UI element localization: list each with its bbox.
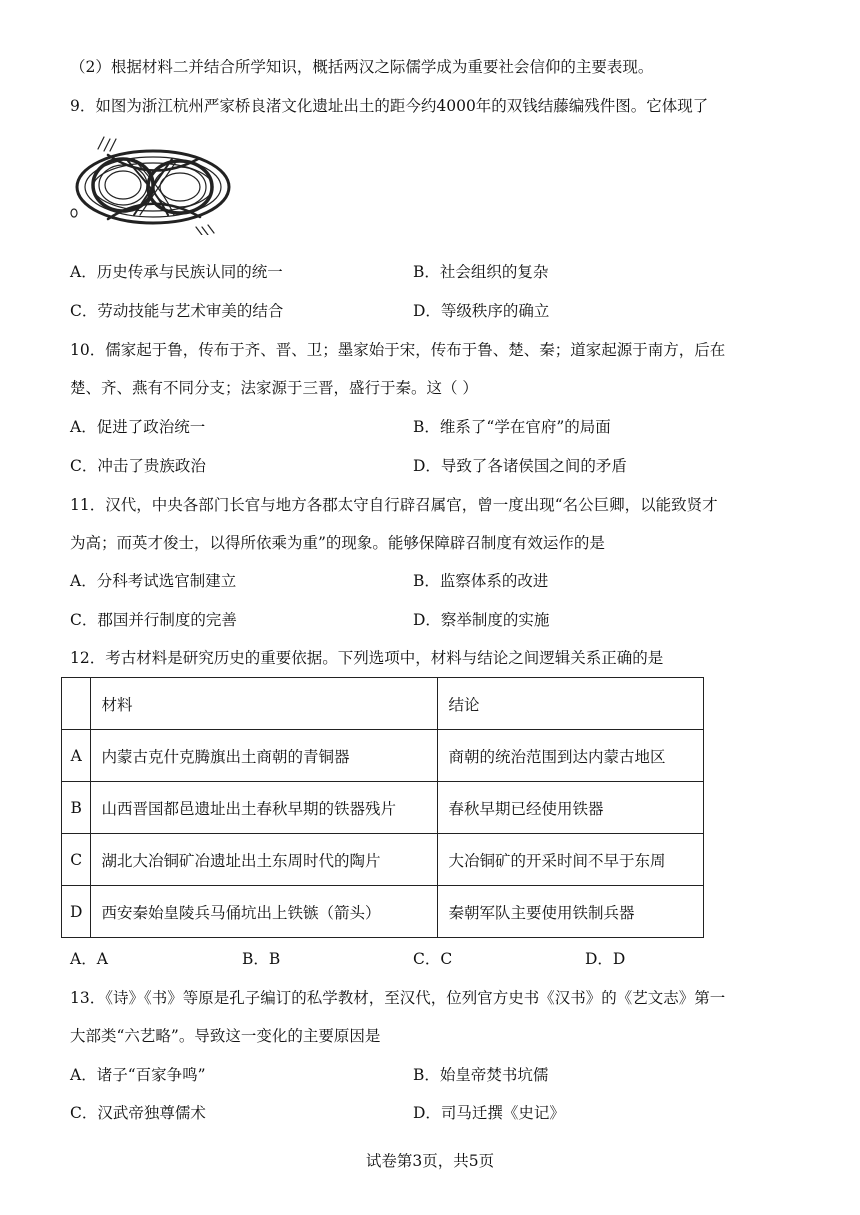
question-12-option-c[interactable]: C．C: [413, 950, 453, 968]
table-cell-conclusion: 秦朝军队主要使用铁制兵器: [438, 886, 704, 938]
table-cell-material: 湖北大冶铜矿冶遗址出土东周时代的陶片: [91, 834, 438, 886]
question-11-stem-line-1: 11．汉代，中央各部门长官与地方各郡太守自行辟召属官，曾一度出现“名公巨卿，以能致贤才: [70, 496, 718, 514]
table-cell-material: 山西晋国都邑遗址出土春秋早期的铁器残片: [91, 782, 438, 834]
question-13-option-b[interactable]: B．始皇帝焚书坑儒: [413, 1066, 549, 1084]
table-row: [62, 730, 704, 782]
question-13-option-c[interactable]: C．汉武帝独尊儒术: [70, 1104, 206, 1122]
question-11-stem-line-2: 为高；而英才俊士，以得所依乘为重”的现象。能够保障辟召制度有效运作的是: [70, 534, 605, 552]
question-13-stem-line-1: 13．《诗》《书》等原是孔子编订的私学教材，至汉代，位列官方史书《汉书》的《艺文志》第一: [70, 989, 726, 1007]
page-footer: 试卷第3页，共5页: [365, 1152, 495, 1170]
question-12-stem: 12．考古材料是研究历史的重要依据。下列选项中，材料与结论之间逻辑关系正确的是: [70, 649, 664, 667]
question-10-option-a[interactable]: A．促进了政治统一: [70, 418, 206, 436]
question-9-option-a[interactable]: A．历史传承与民族认同的统一: [70, 263, 283, 281]
table-header-material: 材料: [91, 678, 438, 730]
question-9-option-d[interactable]: D．等级秩序的确立: [413, 302, 550, 320]
question-8-part-2: （2）根据材料二并结合所学知识，概括两汉之际儒学成为重要社会信仰的主要表现。: [70, 58, 654, 76]
question-12-option-b[interactable]: B．B: [242, 950, 281, 968]
evidence-table: [61, 677, 704, 938]
table-cell-conclusion: 商朝的统治范围到达内蒙古地区: [438, 730, 704, 782]
question-13-option-d[interactable]: D．司马迁撰《史记》: [413, 1104, 565, 1122]
table-cell-letter: A: [62, 730, 91, 782]
question-13-stem-line-2: 大部类“六艺略”。导致这一变化的主要原因是: [70, 1027, 381, 1045]
question-9-option-c[interactable]: C．劳动技能与艺术审美的结合: [70, 302, 284, 320]
table-row: [62, 886, 704, 938]
question-13-option-a[interactable]: A．诸子“百家争鸣”: [70, 1066, 206, 1084]
table-cell-conclusion: 春秋早期已经使用铁器: [438, 782, 704, 834]
double-coin-knot-rattan-icon: [68, 135, 238, 235]
table-header-conclusion: 结论: [438, 678, 704, 730]
table-cell-material: 内蒙古克什克腾旗出土商朝的青铜器: [91, 730, 438, 782]
table-cell-letter: C: [62, 834, 91, 886]
table-cell-letter: B: [62, 782, 91, 834]
table-cell-material: 西安秦始皇陵兵马俑坑出上铁镞（箭头）: [91, 886, 438, 938]
question-10-stem-line-1: 10．儒家起于鲁，传布于齐、晋、卫；墨家始于宋，传布于鲁、楚、秦；道家起源于南方，后在: [70, 341, 726, 359]
question-10-option-c[interactable]: C．冲击了贵族政治: [70, 457, 206, 475]
table-cell-conclusion: 大冶铜矿的开采时间不早于东周: [438, 834, 704, 886]
question-10-option-b[interactable]: B．维系了“学在官府”的局面: [413, 418, 611, 436]
question-9-stem: 9．如图为浙江杭州严家桥良渚文化遗址出土的距今约4000年的双钱结藤编残件图。它体现了: [70, 97, 709, 115]
table-row: [62, 834, 704, 886]
table-header-letter: [62, 678, 91, 730]
question-11-option-b[interactable]: B．监察体系的改进: [413, 572, 549, 590]
question-10-stem-line-2: 楚、齐、燕有不同分支；法家源于三晋，盛行于秦。这（ ）: [70, 379, 478, 397]
question-11-option-d[interactable]: D．察举制度的实施: [413, 611, 550, 629]
question-12-option-a[interactable]: A．A: [70, 950, 108, 968]
question-10-option-d[interactable]: D．导致了各诸侯国之间的矛盾: [413, 457, 627, 475]
question-11-option-c[interactable]: C．郡国并行制度的完善: [70, 611, 237, 629]
question-9-option-b[interactable]: B．社会组织的复杂: [413, 263, 549, 281]
question-11-option-a[interactable]: A．分科考试选官制建立: [70, 572, 237, 590]
table-header-row: [62, 678, 704, 730]
question-12-option-d[interactable]: D．D: [585, 950, 626, 968]
table-cell-letter: D: [62, 886, 91, 938]
table-row: [62, 782, 704, 834]
